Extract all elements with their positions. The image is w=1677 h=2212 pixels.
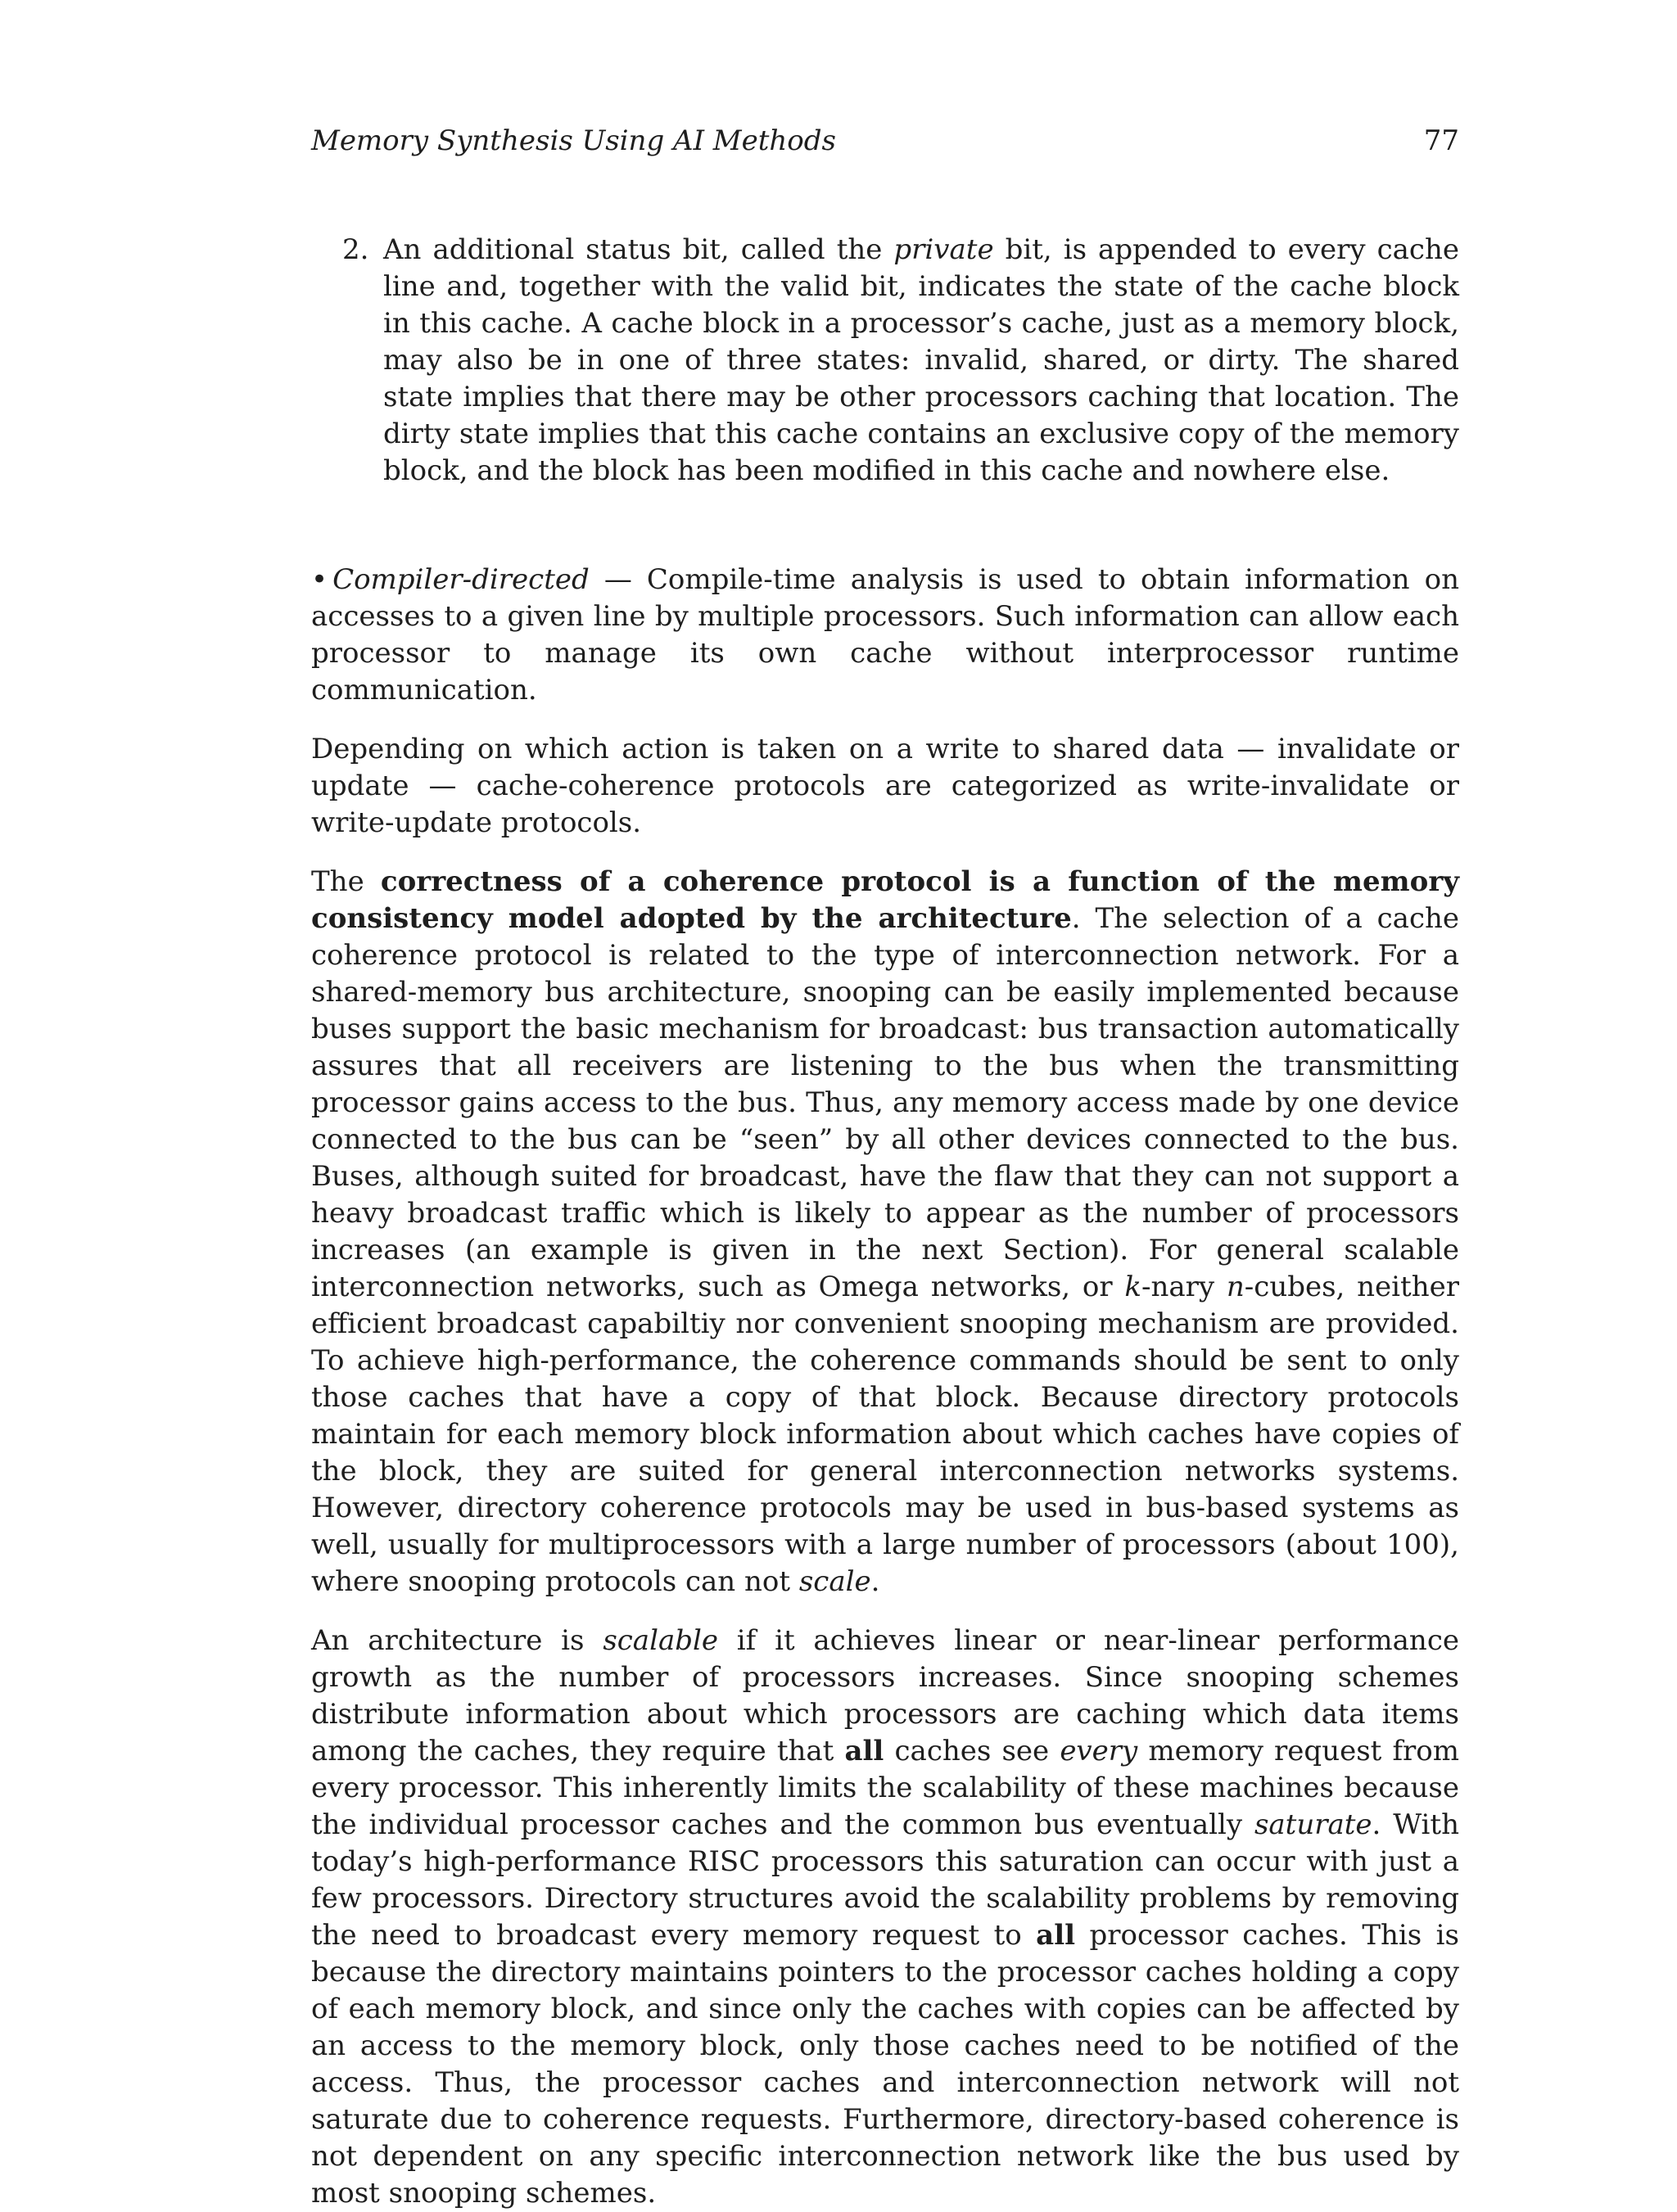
paragraph-coherence-correctness: The correctness of a coherence protocol is a function of the memory consistency model adopted by the architecture. The selection of a cache coherence protocol is related to the type of interconnection network. For a shared-memory bus architecture, snooping can be easily implemented because buses support the basic mechanism for broadcast: bus transaction automatically assures that all receivers are listening to the bus when the transmitting processor gains access to the bus. Thus, any memory access made by one device connected to the bus can be “seen” by all other devices connected to the bus. Buses, although suited for broadcast, have the flaw that they can not support a heavy broadcast traffic which is likely to appear as the number of processors increases (an example is given in the next Section). For general scalable interconnection networks, such as Omega networks, or k-nary n-cubes, neither efficient broadcast capabiltiy nor convenient snooping mechanism are provided. To achieve high-performance, the coherence commands should be sent to only those caches that have a copy of that block. Because directory protocols maintain for each memory block information about which caches have copies of the block, they are suited for general interconnection networks systems. However, directory coherence protocols may be used in bus-based systems as well, usually for multiprocessors with a large number of processors (about 100), where snooping protocols can not scale.	[311, 865, 1460, 1598]
emphasis-scalable: scalable	[603, 1624, 718, 1657]
paragraph-scalability: An architecture is scalable if it achieves linear or near-linear performance growth as the number of processors increases. Since snooping schemes distribute information about which processors are caching which data items among the caches, they require that all caches see every memory request from every processor. This inherently limits the scalability of these machines because the individual processor caches and the common bus eventually saturate. With today’s high-performance RISC processors this saturation can occur with just a few processors. Directory structures avoid the scalability problems by removing the need to broadcast every memory request to all processor caches. This is because the directory maintains pointers to the processor caches holding a copy of each memory block, and since only the caches with copies can be affected by an access to the memory block, only those caches need to be notified of the access. Thus, the processor caches and interconnection network will not saturate due to coherence requests. Furthermore, directory-based coherence is not dependent on any specific interconnection network like the bus used by most snooping schemes.	[311, 1624, 1460, 2210]
bullet-term: Compiler-directed	[332, 563, 590, 596]
emphasis-every: every	[1060, 1735, 1138, 1767]
bullet-icon: •	[311, 563, 328, 596]
math-k: k	[1124, 1271, 1141, 1303]
running-title: Memory Synthesis Using AI Methods	[311, 124, 836, 157]
page	[311, 123, 1459, 2212]
paragraph-write-protocols: Depending on which action is taken on a write to shared data — invalidate or update — cache-coherence protocols are categorized as write-invalidate or write-update protocols.	[311, 733, 1459, 839]
emphasis-saturate: saturate	[1254, 1808, 1372, 1841]
list-item-body: An additional status bit, called the private bit, is appended to every cache line and, together with the valid bit, indicates the state of the cache block in this cache. A cache block in a processor’s cache, just as a memory block, may also be in one of three states: invalid, shared, or dirty. The shared state implies that there may be other processors caching that location. The dirty state implies that this cache contains an exclusive copy of the memory block, and the block has been modified in this cache and nowhere else.	[383, 233, 1459, 487]
list-item-number: 2.	[342, 233, 369, 266]
math-n: n	[1226, 1271, 1245, 1303]
emphasis-private: private	[893, 233, 994, 266]
page-number: 77	[1423, 124, 1459, 157]
emphasis-scale: scale	[798, 1565, 871, 1598]
bold-all-1: all	[844, 1735, 884, 1767]
running-header	[311, 123, 1459, 160]
list-item-2	[342, 232, 1459, 490]
bullet-compiler-directed: • Compiler-directed — Compile-time analysis is used to obtain information on accesses to a given line by multiple processors. Such information can allow each processor to manage its own cache without interprocessor runtime communication.	[311, 563, 1459, 706]
bold-all-2: all	[1036, 1919, 1076, 1952]
bold-correctness: correctness of a coherence protocol is a function of the memory consistency model adopted by the architecture	[311, 865, 1459, 935]
